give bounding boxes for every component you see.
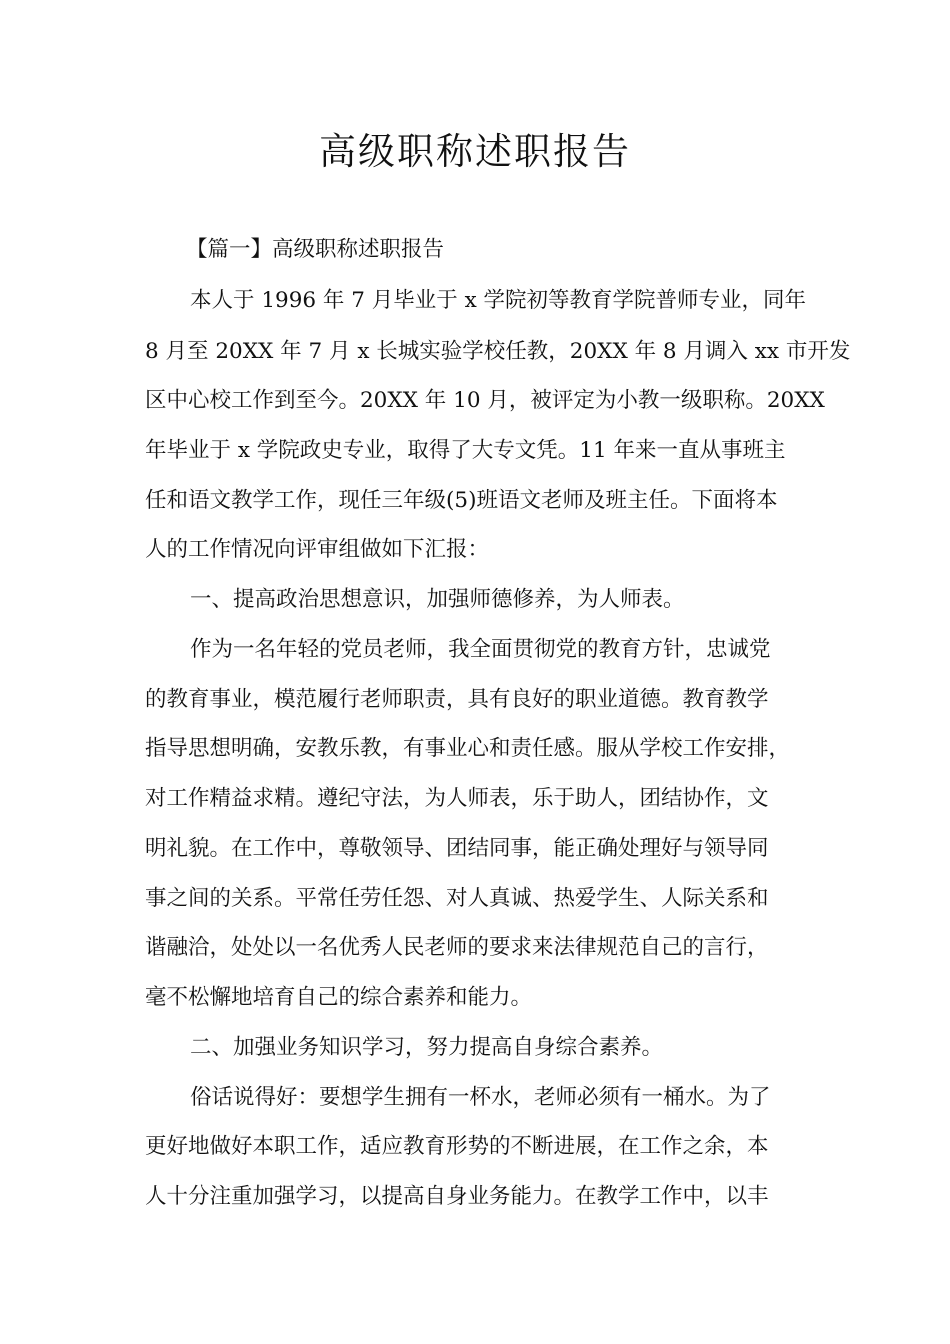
paragraph-line: 毫不松懈地培育自己的综合素养和能力。 (145, 985, 533, 1010)
section-heading: 【篇一】高级职称述职报告 (186, 237, 445, 262)
paragraph-line: 俗话说得好：要想学生拥有一杯水，老师必须有一桶水。为了 (190, 1085, 771, 1110)
paragraph-line: 人的工作情况向评审组做如下汇报： (145, 537, 490, 562)
paragraph-line: 本人于 1996 年 7 月毕业于 x 学院初等教育学院普师专业，同年 (190, 288, 807, 313)
paragraph-line: 年毕业于 x 学院政史专业，取得了大专文凭。11 年来一直从事班主 (145, 438, 786, 463)
paragraph-line: 对工作精益求精。遵纪守法，为人师表，乐于助人，团结协作，文 (145, 786, 769, 811)
paragraph-line: 8 月至 20XX 年 7 月 x 长城实验学校任教，20XX 年 8 月调入 xx 市开发 (145, 339, 851, 364)
paragraph-line: 指导思想明确，安教乐教，有事业心和责任感。服从学校工作安排， (145, 736, 791, 761)
document-title: 高级职称述职报告 (319, 130, 631, 173)
paragraph-line: 任和语文教学工作，现任三年级(5)班语文老师及班主任。下面将本 (145, 488, 778, 513)
section-heading: 一、提高政治思想意识，加强师德修养，为人师表。 (190, 587, 685, 612)
paragraph-line: 作为一名年轻的党员老师，我全面贯彻党的教育方针，忠诚党 (190, 637, 771, 662)
paragraph-line: 的教育事业，模范履行老师职责，具有良好的职业道德。教育教学 (145, 687, 769, 712)
paragraph-line: 事之间的关系。平常任劳任怨、对人真诚、热爱学生、人际关系和 (145, 886, 769, 911)
paragraph-line: 明礼貌。在工作中，尊敬领导、团结同事，能正确处理好与领导同 (145, 836, 769, 861)
paragraph-line: 区中心校工作到至今。20XX 年 10 月，被评定为小教一级职称。20XX (145, 388, 825, 413)
paragraph-line: 谐融洽，处处以一名优秀人民老师的要求来法律规范自己的言行， (145, 935, 769, 960)
paragraph-line: 更好地做好本职工作，适应教育形势的不断进展，在工作之余，本 (145, 1134, 769, 1159)
paragraph-line: 人十分注重加强学习，以提高自身业务能力。在教学工作中，以丰 (145, 1184, 769, 1209)
section-heading: 二、加强业务知识学习，努力提高自身综合素养。 (190, 1035, 664, 1060)
